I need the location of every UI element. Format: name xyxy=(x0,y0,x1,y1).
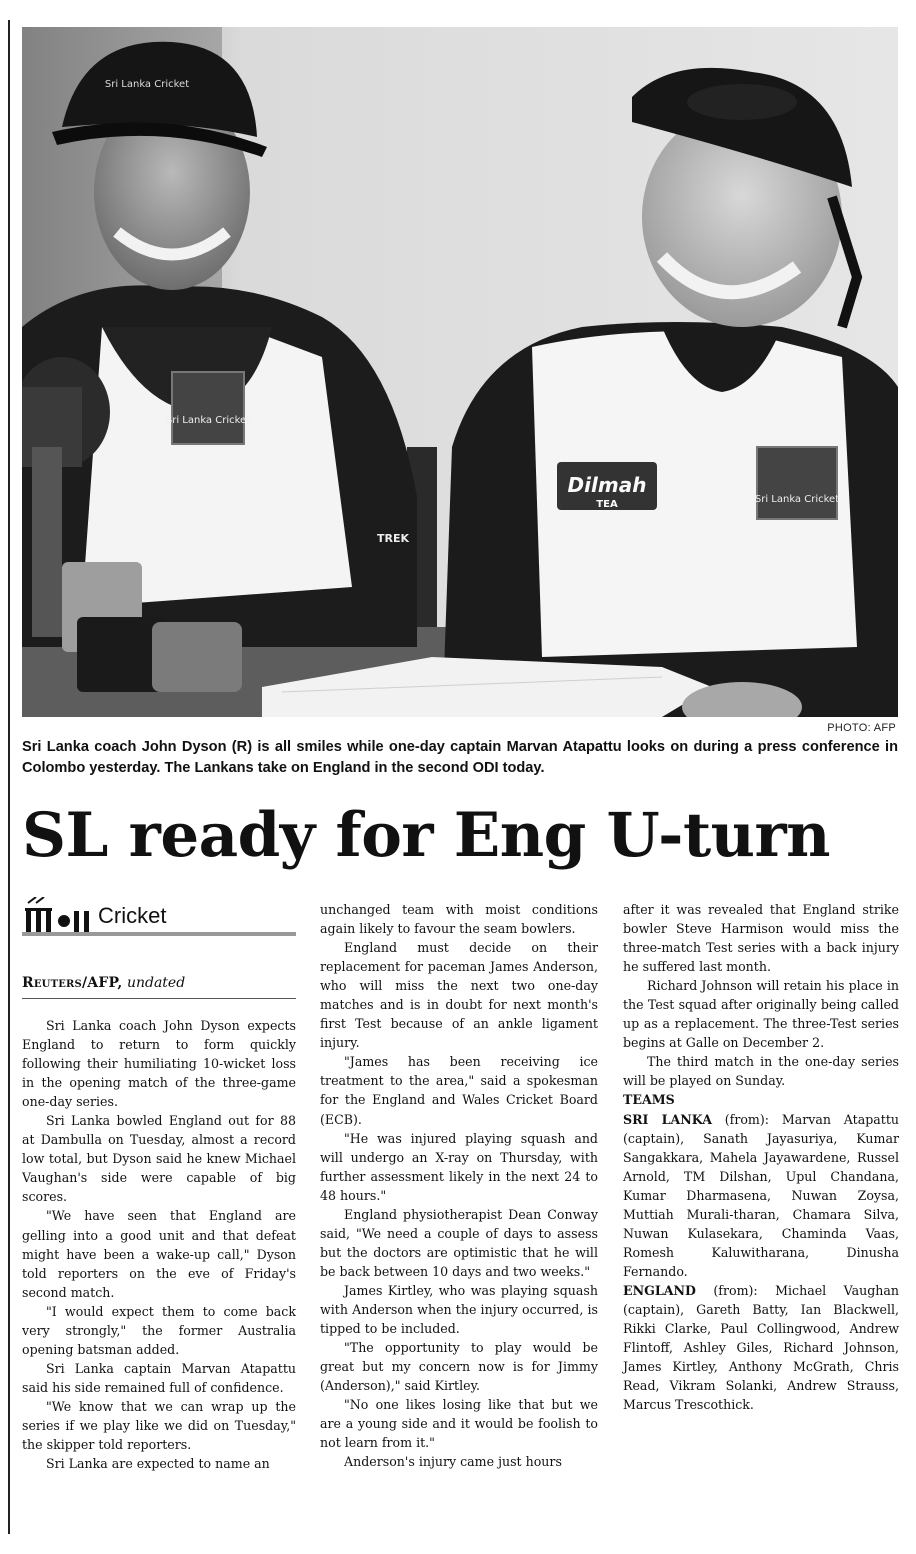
paragraph: England must decide on their replacement for paceman James Anderson, who will miss the next two one-day matches and is in doubt for next month's first Test because of an ankle ligament injury. xyxy=(320,940,598,1051)
sleeve-brand: TREK xyxy=(377,532,410,545)
article-column-1 xyxy=(22,1016,296,1473)
paragraph: unchanged team with moist conditions again likely to favour the seam bowlers. xyxy=(320,902,598,937)
left-shirt-logo: Sri Lanka Cricket xyxy=(165,415,251,426)
paragraph: Sri Lanka are expected to name an xyxy=(46,1456,270,1472)
paragraph: "No one likes losing like that but we are a young side and it would be foolish to not learn from it." xyxy=(320,1397,598,1451)
paragraph: "The opportunity to play would be great but my concern now is for Jimmy (Anderson)," said Kirtley. xyxy=(320,1340,598,1394)
sri-lanka-label: SRI LANKA xyxy=(623,1111,712,1127)
sri-lanka-players: (from): Marvan Atapattu (captain), Sanath Jayasuriya, Kumar Sangakkara, Mahela Jayawardene, Russel Arnold, TM Dilshan, Upul Chandana, Kumar Dharmasena, Nuwan Zoysa, Muttiah Murali-tharan, Chamara Silva, Nuwan Kulasekara, Chaminda Vaas, Romesh Kaluwitharana, Dinusha Fernando. xyxy=(623,1111,899,1279)
byline xyxy=(22,975,296,991)
sponsor-logo: Dilmah xyxy=(567,473,647,497)
page-left-rule xyxy=(8,20,10,1534)
paragraph: The third match in the one-day series will be played on Sunday. xyxy=(623,1054,899,1089)
paragraph: James Kirtley, who was playing squash with Anderson when the injury occurred, is tipped to be included. xyxy=(320,1282,598,1337)
byline-dateline: undated xyxy=(126,975,186,991)
section-bar xyxy=(22,932,296,936)
sri-lanka-squad xyxy=(623,1110,899,1281)
cricket-wickets-icon xyxy=(22,897,94,933)
paragraph: "I would expect them to come back very strongly," the former Australia opening batsman added. xyxy=(22,1303,296,1357)
paragraph: after it was revealed that England strike bowler Steve Harmison would miss the three-match Test series with a back injury he suffered last month. xyxy=(623,902,899,975)
right-shirt-logo: Sri Lanka Cricket xyxy=(754,494,840,505)
photo-credit: PHOTO: AFP xyxy=(827,722,896,734)
paragraph: "We know that we can wrap up the series if we play like we did on Tuesday," the skipper told reporters. xyxy=(22,1398,296,1453)
article-column-2 xyxy=(320,900,598,1471)
england-label: ENGLAND xyxy=(623,1282,696,1298)
sponsor-subtext: TEA xyxy=(596,499,618,510)
paragraph: Sri Lanka captain Marvan Atapattu said his side remained full of confidence. xyxy=(22,1360,296,1395)
headline: SL ready for Eng U-turn xyxy=(22,800,830,871)
photo-caption: Sri Lanka coach John Dyson (R) is all smiles while one-day captain Marvan Atapattu looks on during a press conference in Colombo yesterday. The Lankans take on England in the second ODI today. xyxy=(22,739,898,776)
cap-logo: Sri Lanka Cricket xyxy=(104,79,190,90)
byline-rule xyxy=(22,998,296,999)
byline-agency: Reuters/AFP, xyxy=(22,975,123,991)
paragraph: "James has been receiving ice treatment to the area," said a spokesman for the England and Wales Cricket Board (ECB). xyxy=(320,1054,598,1127)
teams-heading: TEAMS xyxy=(623,1092,675,1108)
paragraph: Sri Lanka bowled England out for 88 at Dambulla on Tuesday, almost a record low total, but Dyson said he knew Michael Vaughan's side were capable of big scores. xyxy=(22,1113,296,1205)
paragraph: "He was injured playing squash and will undergo an X-ray on Thursday, with further assessment likely in the next 24 to 48 hours." xyxy=(320,1130,598,1203)
section-label: Cricket xyxy=(98,903,167,928)
england-players: (from): Michael Vaughan (captain), Gareth Batty, Ian Blackwell, Rikki Clarke, Paul Collingwood, Andrew Flintoff, Ashley Giles, Richard Johnson, James Kirtley, Anthony McGrath, Chris Read, Vikram Solanki, Andrew Strauss, Marcus Trescothick. xyxy=(623,1282,899,1413)
england-squad xyxy=(623,1281,899,1414)
section-header xyxy=(22,895,296,939)
paragraph: Anderson's injury came just hours xyxy=(344,1454,562,1470)
article-column-3 xyxy=(623,900,899,1414)
paragraph: "We have seen that England are gelling into a good unit and that defeat might have been a wake-up call," Dyson told reporters on the eve of Friday's second match. xyxy=(22,1208,296,1300)
press-conference-photo xyxy=(22,27,898,717)
paragraph: Sri Lanka coach John Dyson expects England to return to form quickly following their humiliating 10-wicket loss in the opening match of the three-game one-day series. xyxy=(22,1018,296,1110)
paragraph: Richard Johnson will retain his place in the Test squad after originally being called up as a replacement. The three-Test series begins at Galle on December 2. xyxy=(623,978,899,1051)
paragraph: England physiotherapist Dean Conway said, "We need a couple of days to assess but the doctors are optimistic that he will be back between 10 days and two weeks." xyxy=(320,1206,598,1279)
